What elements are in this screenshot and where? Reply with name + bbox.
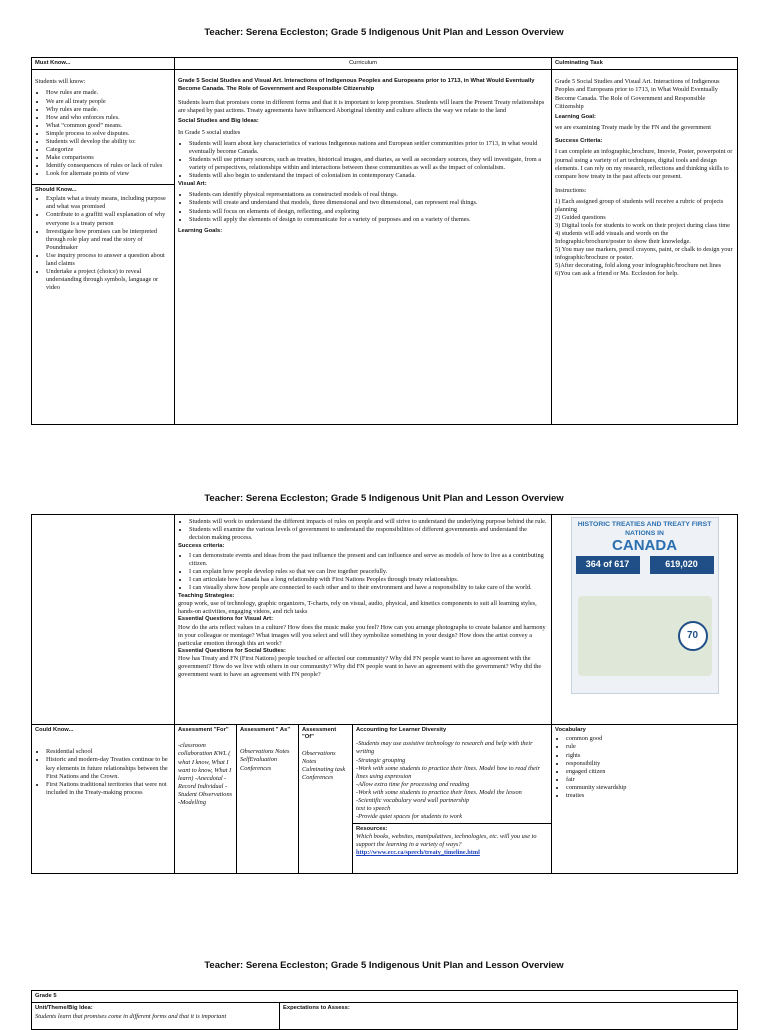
list-item: • Students will use primary sources, such as treaties, historical images, and diaries, as well as secondary sources, they will investigate, from a variety of perspectives, relationships within and interactions between these communities as well as the impact of colonialism.: [189, 156, 548, 172]
list-item: • Look for alternate points of view: [46, 170, 171, 178]
empty-cell: [32, 515, 175, 725]
list-item: • First Nations traditional territories that were not included in the Treaty-making process: [46, 781, 171, 797]
essential-questions-art-text: How do the arts reflect values in a culture? How does the music make you feel? How can you arrange photographs to create balance and harmony in your colleague or montage? What images will you select and will they symbolize something in your design? How does the artist convey a particular emotion through this art work?: [178, 623, 546, 647]
teaching-strategies-text: group work, use of technology, graphic organizers, T-charts, rely on visual, audio, physical, and kinetics components to suit all learning styles, hands-on activities, engaging videos, and rich tasks: [178, 600, 537, 616]
essential-questions-art-header: Essential Questions for Visual Art:: [178, 616, 274, 623]
list-item: • Students will create and understand that models, three dimensional and two dimensional, can represent real things.: [189, 199, 548, 207]
social-studies-header: Social Studies and Big Ideas:: [178, 118, 259, 125]
list-item: • Identify consequences of rules or lack of rules: [46, 162, 171, 170]
assessment-of-header: Assessment "Of": [302, 727, 337, 741]
list-item: • Students will work to understand the different impacts of rules on people and will strive to understand the underlying purpose behind the rule.: [189, 518, 548, 526]
expectations-cell: [280, 1003, 738, 1030]
list-item: • fair: [566, 776, 734, 784]
lesson-table-page-3: [31, 990, 738, 1030]
diversity-line: -Work with some students to practice their lines. Model how to read their lines using expression: [356, 764, 541, 780]
poster-title: HISTORIC TREATIES AND TREATY FIRST NATIONS IN: [577, 521, 712, 537]
visual-art-header: Visual Art:: [178, 181, 207, 187]
instruction-line: 3) Digital tools for students to work on their project during class time: [555, 221, 730, 229]
could-know-column: [32, 725, 175, 874]
diversity-line: -Provide quiet spaces for students to work: [356, 812, 463, 820]
diversity-line: -Work with some students to practice their lines. Model the lesson: [356, 788, 522, 796]
page-title: Teacher: Serena Eccleston; Grade 5 Indigenous Unit Plan and Lesson Overview: [204, 493, 564, 504]
list-item: • Investigate how promises can be interpreted through role play and read the story of Poundmaker: [46, 228, 171, 252]
grade-label: Grade 5: [32, 991, 738, 1003]
list-item: • Why rules are made.: [46, 106, 171, 114]
assessment-as-column: [237, 725, 299, 874]
list-item: • Residential school: [46, 748, 171, 756]
poster-stat: 619,020: [650, 556, 714, 574]
assessment-of-text: Observations Notes Culminating task Conferences: [302, 749, 346, 781]
instruction-line: 4) students will add visuals and words on the Infographic/brochure/poster to show their knowledge.: [555, 229, 691, 245]
learner-diversity-column: [353, 725, 552, 874]
unit-text: Students learn that promises come in different forms and that it is important: [35, 1012, 227, 1020]
list-item: • Contribute to a graffiti wall explanation of why everyone is a treaty person: [46, 211, 171, 227]
list-item: • I can visually show how people are connected to each other and to their environment and have a responsibility to take care of the world.: [189, 584, 548, 592]
list-item: • common good: [566, 735, 734, 743]
poster-subtitle: CANADA: [612, 537, 678, 555]
list-item: • Students will apply the elements of design to communicate for a variety of purposes and on a variety of themes.: [189, 216, 548, 224]
list-item: • Students can identify physical representations as constructed models of real things.: [189, 191, 548, 199]
teaching-strategies-header: Teaching Strategies:: [178, 592, 235, 599]
culminating-column: [552, 70, 738, 425]
curriculum-heading: Grade 5 Social Studies and Visual Art. Interactions of Indigenous Peoples and Europeans prior to 1713, in What Would Eventually Become Canada. The Role of Government and Responsible Citizenship: [178, 78, 535, 92]
success-criteria-header: Success Criteria:: [555, 138, 603, 145]
list-item: • Undertake a project (choice) to reveal understanding through symbols, language or video: [46, 268, 171, 292]
vocabulary-column: [552, 725, 738, 874]
list-item: • responsibility: [566, 760, 734, 768]
diversity-line: -Strategic grouping: [356, 756, 406, 764]
instruction-line: 5)After decorating, fold along your infographic/brochure net lines: [555, 262, 722, 270]
curriculum-column: [175, 70, 552, 425]
treaty-infographic-image: [571, 517, 719, 694]
list-item: • I can demonstrate events and ideas from the past influence the present and can influence and serve as models of how to live as a contributing citizen.: [189, 552, 548, 568]
diversity-line: text to speech: [356, 804, 391, 812]
must-know-header: Must Know...: [32, 58, 175, 70]
expectations-header: Expectations to Assess:: [283, 1005, 350, 1012]
essential-questions-ss-text: How has Treaty and FN (First Nations) people touched or affected our community? Why did FN people want to have an agreement with the government? How do we live with others in our community? Why did FN people want to have an agreement with the government? Why did the government want to have an agreement with FN people?: [178, 655, 542, 679]
assessment-as-text: Observations Notes SelfEvaluation Conferences: [240, 748, 290, 772]
page-title: Teacher: Serena Eccleston; Grade 5 Indigenous Unit Plan and Lesson Overview: [204, 960, 564, 971]
curriculum-header: Curriculum: [175, 58, 552, 70]
list-item: • I can explain how people develop rules so that we can live together peacefully.: [189, 568, 548, 576]
assessment-for-header: Assessment "For": [178, 727, 229, 733]
assessment-for-text: -classroom collaboration KWL ( what I know, What I want to know, What I learn) -Anecdotal -Record Individual -Student Observations -Modelling: [178, 742, 233, 806]
list-item: • How and who enforces rules.: [46, 114, 171, 122]
unit-cell: [32, 1003, 280, 1030]
could-know-header: Could Know...: [35, 727, 74, 733]
list-item: • Students will also begin to understand the impact of colonialism in contemporary Canada.: [189, 172, 548, 180]
list-item: • Categorize: [46, 146, 171, 154]
instruction-line: 6)You can ask a friend or Ms. Eccleston for help.: [555, 270, 679, 278]
diversity-line: -Students may use assistive technology to research and help with their writing: [356, 740, 533, 756]
assessment-for-column: [175, 725, 237, 874]
list-item: • We are all treaty people: [46, 98, 171, 106]
instruction-line: 5) You may use markers, pencil crayons, paint, or chalk to design your infographic/brochure or poster.: [555, 245, 733, 262]
poster-column: [552, 515, 738, 725]
culminating-text: Grade 5 Social Studies and Visual Art. Interactions of Indigenous Peoples and Europeans prior to 1713, in What Would Eventually Become Canada. The Role of Government and Responsible Citizenship: [555, 78, 720, 110]
vocabulary-header: Vocabulary: [555, 727, 586, 733]
list-item: • engaged citizen: [566, 768, 734, 776]
list-item: • rule: [566, 743, 734, 751]
list-item: • treaties: [566, 792, 734, 800]
poster-stat: 364 of 617: [576, 556, 640, 574]
assessment-as-header: Assessment " As": [240, 727, 291, 733]
list-item: • What “common good” means.: [46, 122, 171, 130]
learning-goals-header: Learning Goals:: [178, 227, 223, 234]
resources-link[interactable]: http://www.ecc.ca/speech/treaty_timeline.html: [356, 849, 480, 857]
know-column: [32, 70, 175, 425]
list-item: • Students will examine the various levels of government to understand the responsibilities of different governments and understand the decision making process.: [189, 526, 548, 542]
essential-questions-ss-header: Essential Questions for Social Studies:: [178, 647, 286, 654]
culminating-header: Culminating Task: [552, 58, 738, 70]
instruction-line: 1) Each assigned group of students will receive a rubric of projects planning: [555, 197, 724, 213]
resources-header: Resources:: [356, 825, 388, 832]
success-criteria-text: I can complete an infographic,brochure, Imovie, Poster, powerpoint or journal using a variety of art techniques, digital tools and design elements. I can rely on my research, reflections and thinking skills to compare how treaty in the past affects our present.: [555, 148, 733, 180]
learner-diversity-header: Accounting for Learner Diversity: [356, 727, 447, 733]
list-item: • rights: [566, 752, 734, 760]
list-item: • Historic and modern-day Treaties continue to be key elements in future relationships between the First Nations and the Crown.: [46, 756, 171, 780]
poster-badge: 70: [678, 621, 708, 651]
list-item: • Students will focus on elements of design, reflecting, and exploring: [189, 208, 548, 216]
list-item: • Simple process to solve disputes.: [46, 130, 171, 138]
must-know-intro: Students will know:: [35, 78, 86, 86]
success-criteria-header: Success criteria:: [178, 543, 225, 550]
list-item: • Use inquiry process to answer a question about land claims: [46, 252, 171, 268]
list-item: • Students will learn about key characteristics of various Indigenous nations and European settler communities prior to 1713, in what would eventually become Canada.: [189, 140, 548, 156]
lesson-table-page-2: [31, 514, 738, 874]
learning-goal-text: we are examining Treaty made by the FN and the government: [555, 124, 711, 131]
instructions-header: Instructions:: [555, 186, 587, 194]
list-item: • Explain what a treaty means, including purpose and what was promised: [46, 195, 171, 211]
list-item: • community stewardship: [566, 784, 734, 792]
curriculum-intro: Students learn that promises come in different forms and that it is important to keep promises. Students will learn the Present Treaty relationships are shaped by past actions. Treaty agreements have influenced Aboriginal identity and culture affects the way we relate to the land: [178, 99, 545, 115]
resources-text: Which books, websites, manipulatives, technologies, etc. will you use to support the learning in a variety of ways?: [356, 833, 537, 849]
social-studies-intro: In Grade 5 social studies: [178, 128, 241, 136]
list-item: • How rules are made.: [46, 89, 171, 97]
page-title: Teacher: Serena Eccleston; Grade 5 Indigenous Unit Plan and Lesson Overview: [204, 27, 564, 38]
learning-goal-header: Learning Goal:: [555, 113, 596, 120]
list-item: • Make comparisons: [46, 154, 171, 162]
strategies-column: [175, 515, 552, 725]
should-know-header: Should Know...: [35, 186, 77, 193]
diversity-line: -Scientific vocabulary word wall partnership: [356, 796, 470, 804]
unit-header: Unit/Theme/Big Idea:: [35, 1005, 93, 1012]
assessment-of-column: [299, 725, 353, 874]
list-item: • Students will develop the ability to:: [46, 138, 171, 146]
list-item: • I can articulate how Canada has a long relationship with First Nations Peoples through treaty relationships.: [189, 576, 548, 584]
diversity-line: -Allow extra time for processing and reading: [356, 780, 470, 788]
lesson-table-page-1: [31, 57, 738, 425]
instruction-line: 2) Guided questions: [555, 213, 606, 221]
